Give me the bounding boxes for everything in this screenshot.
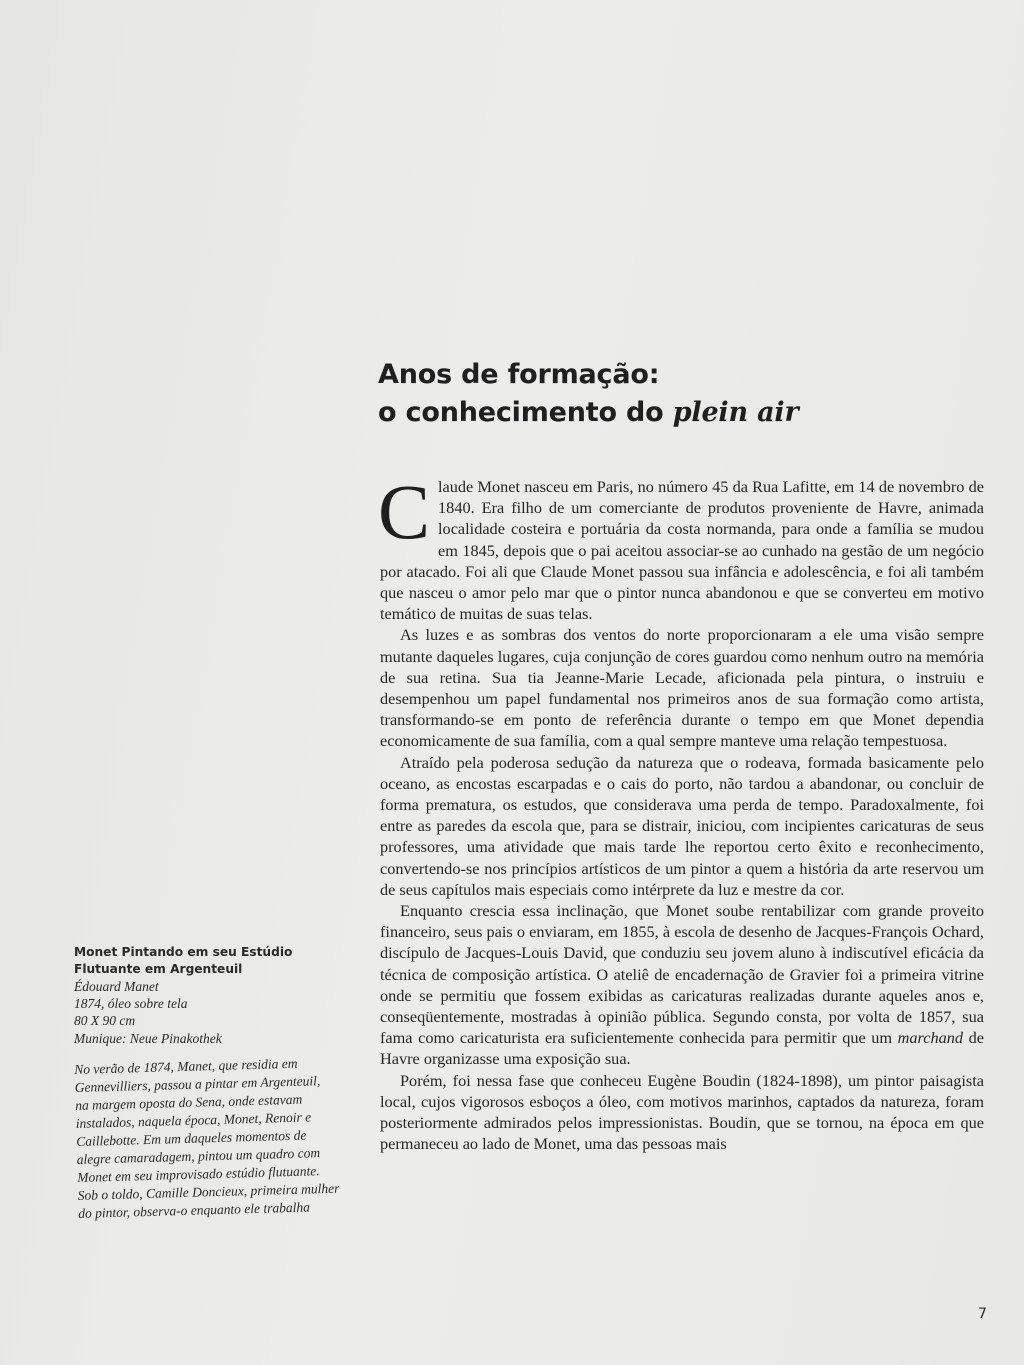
paragraph-4-italic: marchand <box>897 1028 964 1048</box>
paragraph-4 <box>380 900 984 1070</box>
paragraph-4-text-a: Enquanto crescia essa inclinação, que Monet soube rentabilizar com grande proveito financeiro, seus pais o enviaram, em 1855, à escola de desenho de Jacques-François Ochard, discípulo de Jacques-Louis David, que conduziu seu jovem aluno à indiscutível eficácia da técnica de composição artística. O ateliê de encadernação de Gravier foi a primeira vitrine onde se permitiu que fossem exibidas as caricaturas realizadas durante aqueles anos e, conseqüentemente, mostradas à opinião pública. Segundo consta, por volta de 1857, sua fama como caricaturista era suficientemente conhecida para permitir que um <box>380 901 984 1048</box>
body-text <box>378 468 984 1155</box>
paragraph-3: Atraído pela poderosa sedução da natureza que o rodeava, formada basicamente pelo oceano, as encostas escarpadas e o cais do porto, não tardou a abandonar, ou concluir de forma prematura, os estudos, que considerava uma perda de tempo. Paradoxalmente, foi entre as paredes da escola que, para se distrair, iniciou, com incipientes caricaturas de seus professores, uma atividade que mais tarde lhe reportou certo êxito e reconhecimento, convertendo-se nos princípios artísticos de um pintor a quem a história da arte reservou um de seus capítulos mais especiais como intérprete da luz e mestre da cor. <box>380 752 984 899</box>
caption-artist: Édouard Manet <box>74 979 159 994</box>
heading-italic-term: plein air <box>672 397 799 428</box>
caption-title-line-2: Flutuante em Argenteuil <box>74 962 243 976</box>
paragraph-4-text-b: de Havre organizasse uma exposição sua. <box>380 1028 984 1069</box>
heading-line-2 <box>378 394 978 432</box>
paragraph-5: Porém, foi nessa fase que conheceu Eugène Boudin (1824-1898), um pintor paisagista local, cujos vigorosos esboços a óleo, com motivos marinhos, captados da natureza, foram posteriormente admirados pelos impressionistas. Boudin, que se tornou, na época em que permaneceu ao lado de Monet, uma das pessoas mais <box>380 1070 984 1154</box>
heading-line-1: Anos de formação: <box>378 359 660 390</box>
paragraph-1-text: laude Monet nasceu em Paris, no número 45 da Rua Lafitte, em 14 de novembro de 1840. Era filho de um comerciante de produtos proveniente de Havre, animada localidade costeira e portuária da costa normanda, para onde a família se mudou em 1845, depois que o pai aceitou associar-se ao cunhado na gestão de um negócio por atacado. Foi ali que Claude Monet passou sua infância e adolescência, e foi ali também que nasceu o amor pelo mar que o pintor nunca abandonou e que se converteu em motivo temático de muitas de suas telas. <box>380 477 984 624</box>
paragraph-2: As luzes e as sombras dos ventos do norte proporcionaram a ele uma visão sempre mutante daqueles lugares, cuja conjunção de cores guardou como nenhum outro na memória de sua retina. Sua tia Jeanne-Marie Lecade, aficionada pela pintura, o instruiu e desempenhou um papel fundamental nos primeiros anos de sua formação como artista, transformando-se em ponto de referência durante o tempo em que Monet dependia economicamente de sua família, com a qual sempre manteve uma relação tempestuosa. <box>380 625 984 751</box>
caption-title <box>74 944 336 978</box>
chapter-heading <box>378 356 978 432</box>
caption-location: Munique: Neue Pinakothek <box>74 1030 222 1046</box>
caption-description: No verão de 1874, Manet, que residia em Gennevilliers, passou a pintar em Argenteuil, na margem oposta do Sena, onde estavam instalados, naquela época, Monet, Renoir e Caillebotte. Em um daqueles momentos de alegre camaradagem, pintou um quadro com Monet em seu improvisado estúdio flutuante. Sob o toldo, Camille Doncieux, primeira mulher do pintor, observa-o enquanto ele trabalha <box>74 1055 340 1221</box>
image-caption <box>74 944 340 1223</box>
heading-line-2-prefix: o conhecimento do <box>378 397 673 428</box>
drop-cap: C <box>378 468 431 555</box>
caption-title-line-1: Monet Pintando em seu Estúdio <box>74 945 293 959</box>
page-number: 7 <box>978 1306 987 1322</box>
paragraph-1 <box>378 468 984 624</box>
caption-date-medium: 1874, óleo sobre tela <box>74 996 188 1012</box>
caption-dimensions: 80 X 90 cm <box>74 1013 136 1029</box>
